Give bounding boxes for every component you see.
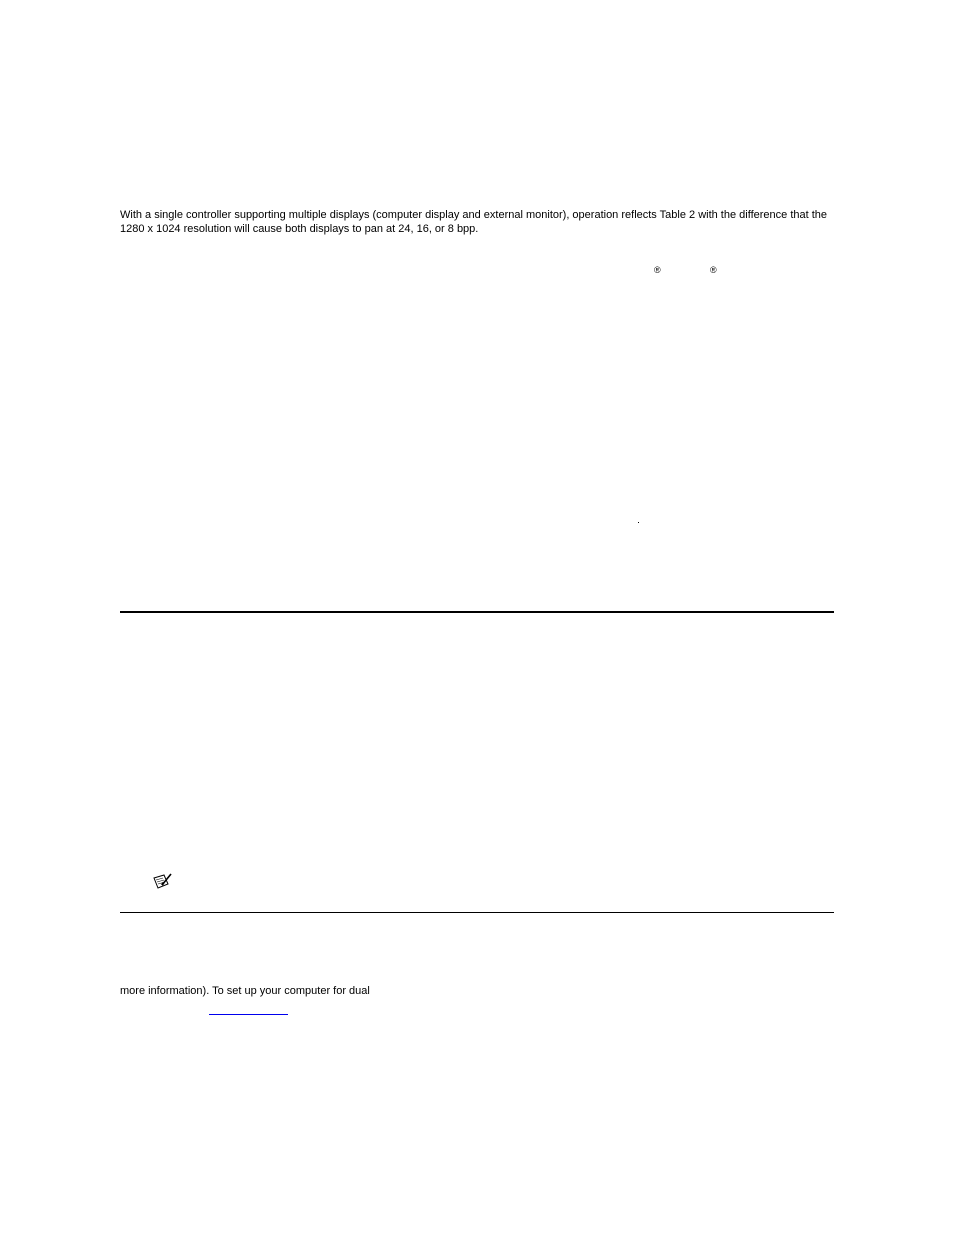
note-pencil-icon	[153, 873, 173, 891]
section-divider	[120, 912, 834, 913]
period-mark	[638, 522, 639, 523]
section-divider	[120, 611, 834, 613]
dual-display-setup-text: more information). To set up your computer for dual	[120, 985, 370, 997]
cross-reference-link[interactable]	[209, 1002, 288, 1015]
registered-mark: ®	[654, 265, 661, 275]
registered-mark: ®	[710, 265, 717, 275]
intro-paragraph-line-1: With a single controller supporting multiple displays (computer display and external monitor), operation reflects Table 2 with the difference that the	[120, 209, 828, 221]
intro-paragraph-line-2: 1280 x 1024 resolution will cause both displays to pan at 24, 16, or 8 bpp.	[120, 223, 479, 235]
